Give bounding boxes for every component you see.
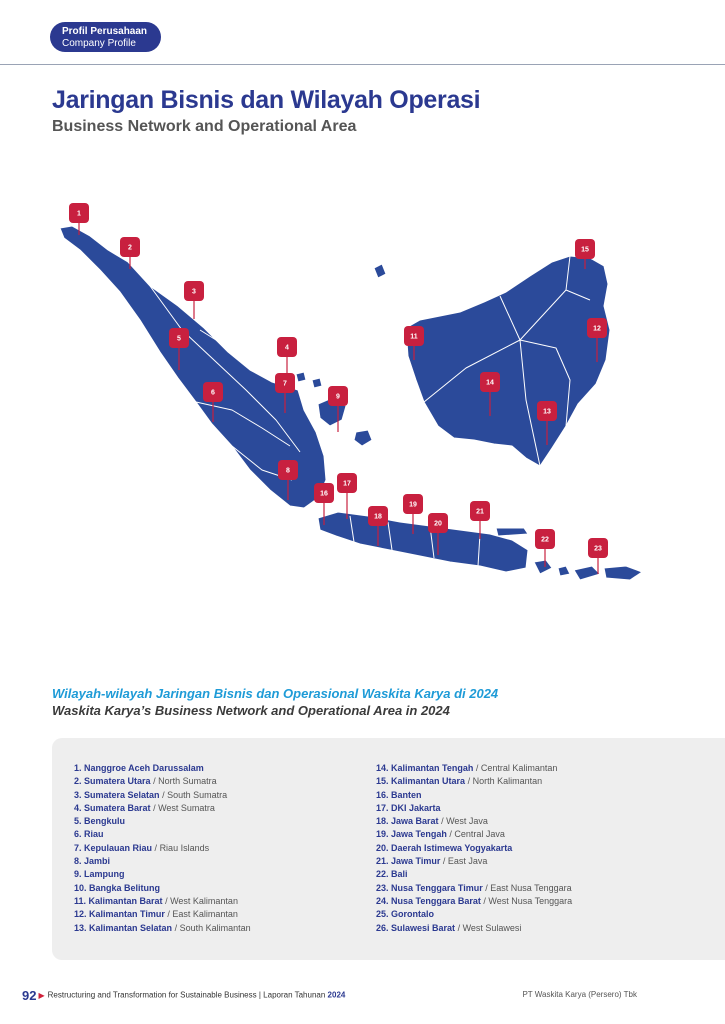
- svg-text:23: 23: [594, 545, 602, 553]
- svg-text:7: 7: [283, 380, 287, 388]
- region-item: 4. Sumatera Barat / West Sumatra: [74, 802, 215, 813]
- marker-4: [277, 337, 297, 377]
- legend-title-id: Wilayah-wilayah Jaringan Bisnis dan Operasional Waskita Karya di 2024: [52, 686, 499, 701]
- region-item: 5. Bengkulu: [74, 816, 126, 827]
- svg-text:4: 4: [285, 344, 289, 352]
- java-island: [318, 512, 528, 572]
- legend-title-en: Waskita Karya’s Business Network and Operational Area in 2024: [52, 703, 450, 718]
- footer-year: 2024: [327, 990, 346, 1000]
- svg-text:8: 8: [286, 467, 290, 475]
- region-item: 23. Nusa Tenggara Timur / East Nusa Tenggara: [376, 882, 572, 893]
- section-badge-en: Company Profile: [62, 38, 136, 49]
- page-subtitle: Business Network and Operational Area: [52, 118, 357, 135]
- svg-text:12: 12: [593, 325, 601, 333]
- region-item: 7. Kepulauan Riau / Riau Islands: [74, 842, 210, 853]
- region-item: 2. Sumatera Utara / North Sumatra: [74, 776, 217, 787]
- svg-text:13: 13: [543, 408, 551, 416]
- page-number: 92: [22, 988, 37, 1003]
- svg-text:18: 18: [374, 513, 382, 521]
- region-list-panel: [52, 738, 725, 960]
- svg-text:3: 3: [192, 288, 196, 296]
- region-item: 19. Jawa Tengah / Central Java: [376, 829, 505, 840]
- section-badge-id: Profil Perusahaan: [62, 26, 148, 37]
- region-item: 24. Nusa Tenggara Barat / West Nusa Tenggara: [376, 895, 573, 906]
- svg-text:19: 19: [409, 501, 417, 509]
- region-list-right: [376, 762, 572, 935]
- svg-text:16: 16: [320, 490, 328, 498]
- page-title: Jaringan Bisnis dan Wilayah Operasi: [52, 86, 481, 114]
- svg-text:9: 9: [336, 393, 340, 401]
- region-item: 26. Sulawesi Barat / West Sulawesi: [376, 922, 522, 933]
- region-item: 10. Bangka Belitung: [74, 882, 161, 893]
- page-footer: [22, 988, 345, 1003]
- region-item: 18. Jawa Barat / West Java: [376, 816, 488, 827]
- region-item: 1. Nanggroe Aceh Darussalam: [74, 763, 204, 773]
- region-item: 16. Banten: [376, 789, 422, 800]
- region-item: 15. Kalimantan Utara / North Kalimantan: [376, 776, 543, 787]
- footer-separator: |: [258, 990, 261, 1000]
- region-item: 3. Sumatera Selatan / South Sumatra: [74, 789, 228, 800]
- region-item: 21. Jawa Timur / East Java: [376, 856, 488, 867]
- kalimantan-island: [406, 256, 610, 466]
- svg-text:2: 2: [128, 244, 132, 252]
- svg-text:21: 21: [476, 508, 484, 516]
- svg-text:1: 1: [77, 210, 81, 218]
- region-item: 12. Kalimantan Timur / East Kalimantan: [74, 909, 238, 920]
- svg-text:15: 15: [581, 246, 589, 254]
- indonesia-map: [0, 185, 725, 605]
- bali-island: [534, 560, 552, 574]
- footer-report: Laporan Tahunan: [263, 990, 326, 1000]
- svg-text:22: 22: [541, 536, 549, 544]
- region-item: 11. Kalimantan Barat / West Kalimantan: [74, 895, 238, 906]
- region-item: 9. Lampung: [74, 869, 125, 880]
- region-item: 25. Gorontalo: [376, 909, 435, 920]
- svg-text:11: 11: [410, 333, 418, 341]
- footer-theme: Restructuring and Transformation for Sustainable Business: [47, 990, 257, 1000]
- svg-text:20: 20: [434, 520, 442, 528]
- region-item: 22. Bali: [376, 869, 408, 880]
- triangle-icon: ▶: [38, 990, 45, 1000]
- footer-company: PT Waskita Karya (Persero) Tbk: [522, 990, 637, 999]
- region-list-left: [74, 762, 251, 935]
- region-item: 8. Jambi: [74, 856, 111, 867]
- svg-text:6: 6: [211, 389, 215, 397]
- section-badge: [50, 22, 161, 52]
- svg-text:14: 14: [486, 379, 494, 387]
- region-item: 6. Riau: [74, 829, 104, 840]
- region-item: 13. Kalimantan Selatan / South Kalimantan: [74, 922, 251, 933]
- svg-text:17: 17: [343, 480, 351, 488]
- svg-text:5: 5: [177, 335, 181, 343]
- region-item: 17. DKI Jakarta: [376, 802, 441, 813]
- belitung-island: [354, 430, 372, 446]
- region-item: 14. Kalimantan Tengah / Central Kalimantan: [376, 763, 558, 773]
- header-divider: [0, 64, 725, 65]
- region-item: 20. Daerah Istimewa Yogyakarta: [376, 842, 513, 853]
